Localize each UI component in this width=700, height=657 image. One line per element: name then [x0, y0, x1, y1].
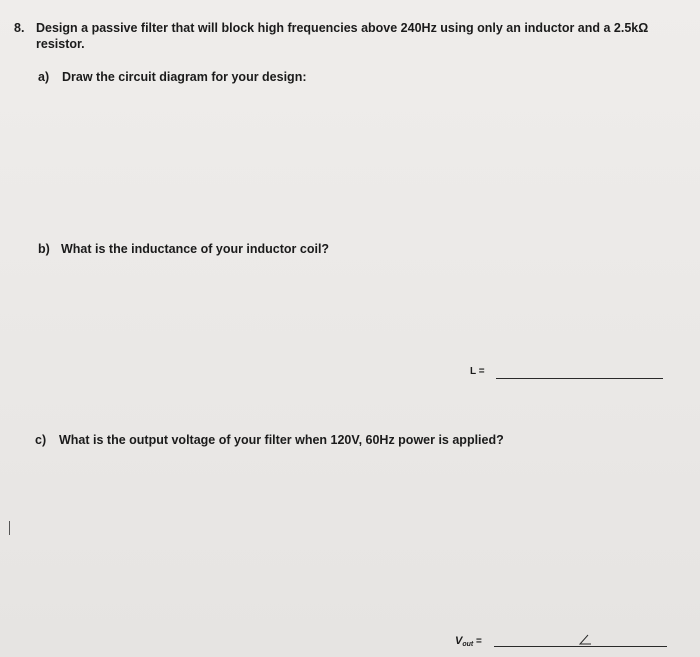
vout-symbol: V	[455, 635, 463, 647]
part-b-prompt: What is the inductance of your inductor coil?	[61, 242, 330, 256]
part-a-prompt: Draw the circuit diagram for your design:	[62, 70, 307, 84]
inductance-answer-line[interactable]	[496, 378, 663, 379]
vout-answer-label	[455, 635, 482, 648]
vout-equals: =	[473, 636, 482, 647]
vout-answer-line[interactable]	[494, 646, 667, 647]
part-b-letter: b)	[38, 242, 50, 256]
margin-pen-mark	[9, 521, 10, 535]
part-a-letter: a)	[38, 70, 50, 84]
question-number: 8.	[14, 21, 25, 35]
part-c-prompt: What is the output voltage of your filter when 120V, 60Hz power is applied?	[59, 433, 504, 447]
vout-subscript: out	[462, 641, 474, 648]
question-text-line-1: Design a passive filter that will block high frequencies above 240Hz using only an inductor and a 2.5kΩ	[36, 21, 649, 35]
inductance-answer-label: L =	[470, 366, 485, 377]
angle-symbol-icon	[578, 634, 592, 646]
question-text-line-2: resistor.	[36, 37, 85, 51]
part-c-letter: c)	[35, 433, 47, 447]
